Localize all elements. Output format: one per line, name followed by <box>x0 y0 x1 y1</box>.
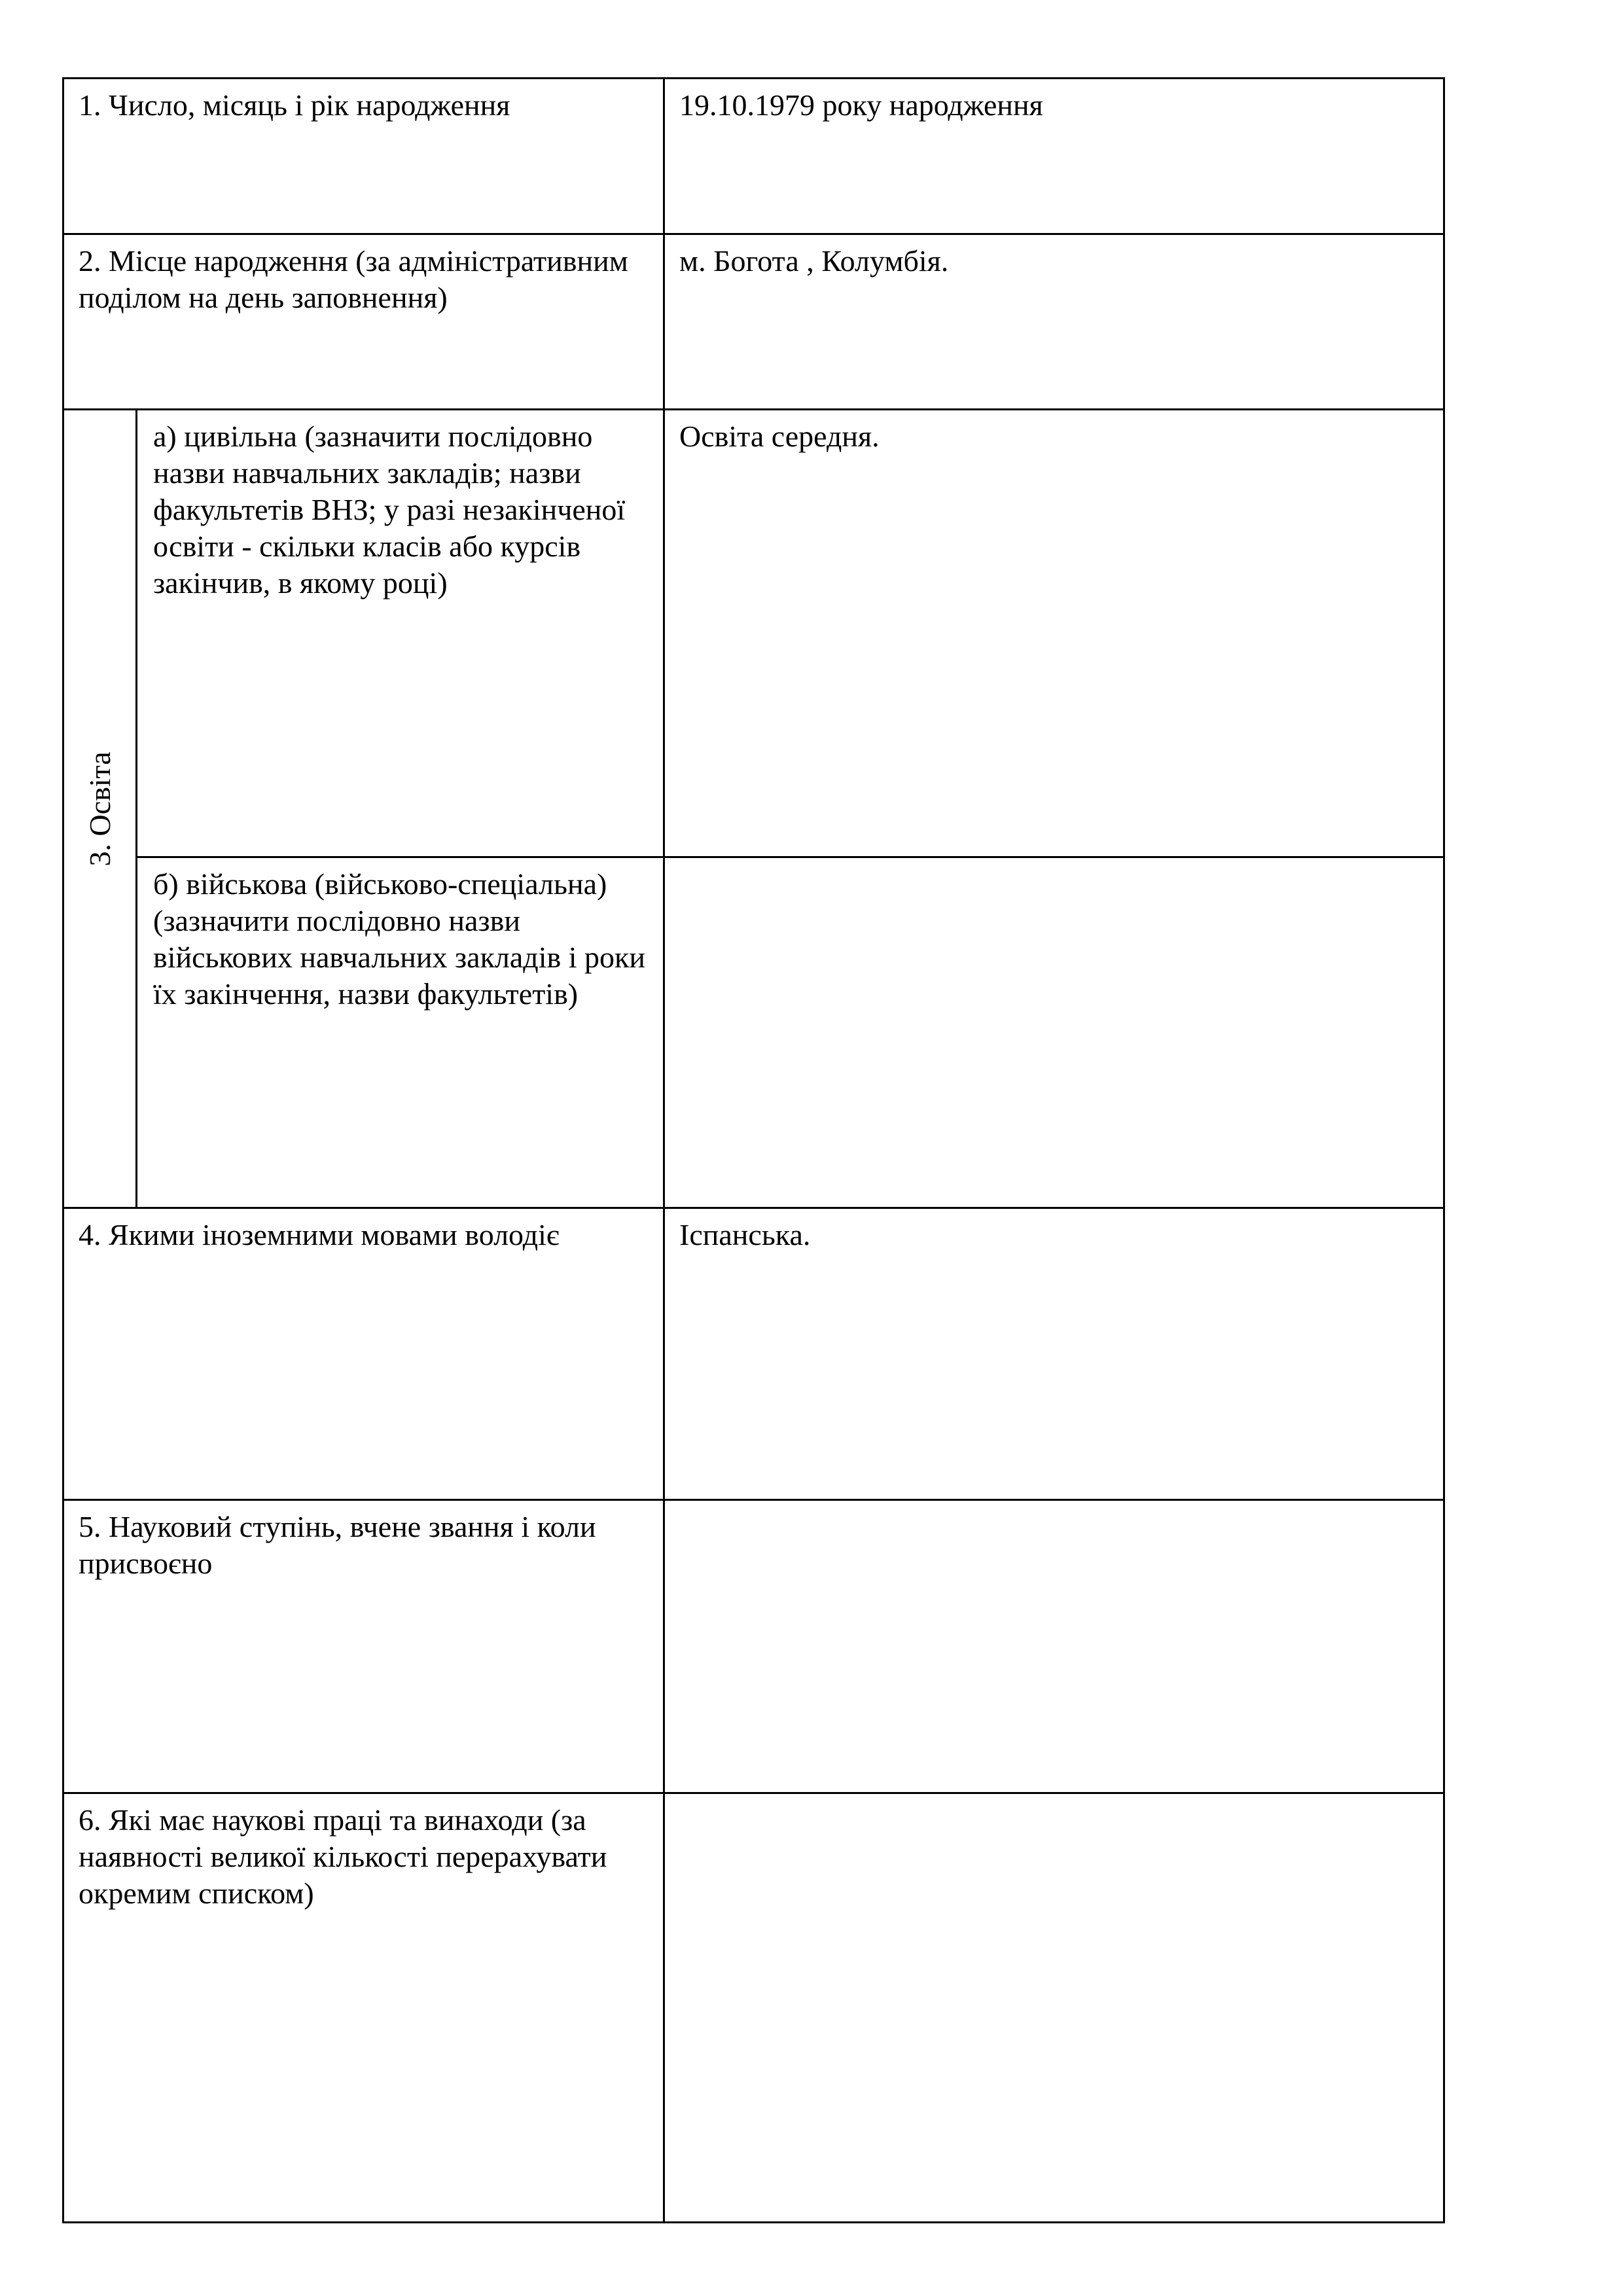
military-education-label: б) військова (військово-спеціальна) (зазначити послідовно назви військових навчальних закладів і роки їх закінчення, назви факультетів) <box>137 857 664 1208</box>
military-education-value <box>664 857 1444 1208</box>
education-section-cell <box>63 410 137 1208</box>
form-row-degree <box>63 1500 1444 1793</box>
civil-education-value: Освіта середня. <box>664 410 1444 857</box>
form-row-education-civil <box>63 410 1444 857</box>
education-section-label: 3. Освіта <box>82 751 116 867</box>
degree-label: 5. Науковий ступінь, вчене звання і коли присвоєно <box>63 1500 664 1793</box>
languages-label: 4. Якими іноземними мовами володіє <box>63 1208 664 1500</box>
form-row-languages <box>63 1208 1444 1500</box>
form-row-education-military <box>63 857 1444 1208</box>
birth-place-label: 2. Місце народження (за адміністративним поділом на день заповнення) <box>63 234 664 410</box>
birth-date-label: 1. Число, місяць і рік народження <box>63 79 664 234</box>
works-label: 6. Які має наукові праці та винаходи (за наявності великої кількості перерахувати окремим списком) <box>63 1793 664 2223</box>
form-row-works <box>63 1793 1444 2223</box>
birth-date-value: 19.10.1979 року народження <box>664 79 1444 234</box>
degree-value <box>664 1500 1444 1793</box>
civil-education-label: а) цивільна (зазначити послідовно назви навчальних закладів; назви факультетів ВНЗ; у разі незакінченої освіти - скільки класів або курсів закінчив, в якому році) <box>137 410 664 857</box>
birth-place-value: м. Богота , Колумбія. <box>664 234 1444 410</box>
works-value <box>664 1793 1444 2223</box>
personal-data-form <box>62 77 1445 2223</box>
form-row-birth-date <box>63 79 1444 234</box>
languages-value: Іспанська. <box>664 1208 1444 1500</box>
form-row-birth-place <box>63 234 1444 410</box>
